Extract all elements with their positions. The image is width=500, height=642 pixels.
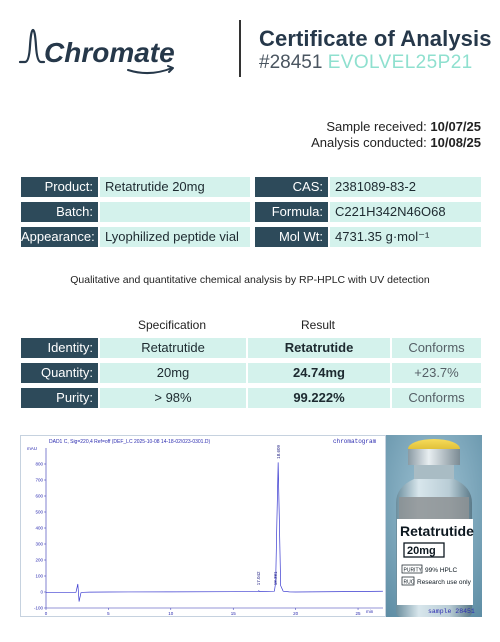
analysis-label: Purity: (21, 388, 98, 408)
molwt-value: 4731.35 g·mol⁻¹ (330, 227, 481, 247)
y-tick-label: 400 (35, 525, 43, 531)
batch-code: EVOLVEL25P21 (327, 52, 473, 73)
x-tick-label: 0 (44, 611, 48, 616)
appearance-label: Appearance: (21, 227, 98, 247)
product-label: Product: (21, 177, 98, 197)
cas-label: CAS: (255, 177, 328, 197)
y-tick-label: 800 (35, 461, 43, 467)
chromatogram-chart (21, 436, 387, 618)
formula-value: C221H342N46O68 (330, 202, 481, 222)
analysis-label: Identity: (21, 338, 98, 358)
certificate-title: Certificate of Analysis (259, 26, 492, 51)
received-label: Sample received: (326, 119, 427, 134)
x-tick-label: 5 (107, 611, 110, 616)
analysis-result: Retatrutide (248, 338, 390, 358)
batch-row (21, 202, 481, 222)
vial-purity-text: 99% HPLC (425, 567, 458, 574)
y-tick-label: 300 (35, 541, 43, 547)
analysis-status: Conforms (392, 388, 481, 408)
vial-purity-tag: PURITY (403, 567, 422, 574)
analysis-result: 99.222% (248, 388, 390, 408)
logo-wave-icon (20, 30, 44, 62)
analysis-spec: Retatrutide (100, 338, 246, 358)
specification-header: Specification (137, 318, 207, 332)
dates-block (311, 119, 481, 151)
cas-value: 2381089-83-2 (330, 177, 481, 197)
x-unit-label: min (366, 609, 374, 614)
chromate-logo (18, 24, 190, 76)
conducted-label: Analysis conducted: (311, 135, 427, 150)
analysis-row-quantity (21, 363, 481, 383)
y-tick-label: 0 (40, 589, 43, 595)
chromatogram-panel (20, 435, 386, 617)
analysis-spec: > 98% (100, 388, 246, 408)
y-tick-label: 500 (35, 509, 43, 515)
logo-swoosh-icon (128, 68, 172, 73)
result-header: Result (300, 318, 335, 332)
vial-illustration (386, 435, 482, 617)
x-tick-label: 25 (355, 611, 361, 616)
appearance-value: Lyophilized peptide vial (100, 227, 250, 247)
x-tick-label: 15 (230, 611, 236, 616)
logo-text: Chromate (44, 37, 175, 68)
received-value: 10/07/25 (430, 119, 481, 134)
y-tick-label: -100 (33, 605, 43, 611)
certificate-number: #28451 (259, 52, 323, 73)
y-tick-label: 700 (35, 477, 43, 483)
y-tick-label: 600 (35, 493, 43, 499)
peak-label: 17.042 (256, 571, 262, 586)
chromatogram-header: DAD1 C, Sig=220,4 Ref=off (DEF_LC 2025-10-08 14-18-02\023-0301.D) (49, 439, 211, 445)
vial-product-name: Retatrutide (400, 523, 474, 539)
vial-photo (386, 435, 482, 617)
chromatogram-corner-label: chromatogram (333, 438, 377, 445)
appearance-row (21, 227, 481, 247)
analysis-row-purity (21, 388, 481, 408)
analysis-status: +23.7% (392, 363, 481, 383)
y-unit-label: mAU (27, 446, 37, 451)
header-divider (239, 20, 241, 77)
peak-label: 18.609 (275, 445, 281, 459)
x-tick-label: 20 (293, 611, 299, 616)
batch-label: Batch: (21, 202, 98, 222)
formula-label: Formula: (255, 202, 328, 222)
vial-caption: sample 28451 (428, 608, 475, 615)
product-row (21, 177, 481, 197)
certificate-id (259, 52, 473, 74)
y-tick-label: 100 (35, 573, 43, 579)
analysis-subtitle: Qualitative and quantitative chemical analysis by RP-HPLC with UV detection (70, 274, 430, 286)
analysis-status: Conforms (392, 338, 481, 358)
analysis-label: Quantity: (21, 363, 98, 383)
analysis-row-identity (21, 338, 481, 358)
vial-ruo-text: Research use only (417, 579, 471, 586)
y-tick-label: 200 (35, 557, 43, 563)
x-tick-label: 10 (168, 611, 174, 616)
product-value: Retatrutide 20mg (100, 177, 250, 197)
batch-value (100, 202, 250, 222)
peak-label: 18.381 (272, 571, 278, 586)
molwt-label: Mol Wt: (255, 227, 328, 247)
vial-ruo-tag: RUO (403, 579, 415, 586)
analysis-result: 24.74mg (248, 363, 390, 383)
conducted-value: 10/08/25 (430, 135, 481, 150)
analysis-spec: 20mg (100, 363, 246, 383)
vial-dose: 20mg (407, 545, 436, 557)
chromatogram-trace (46, 462, 383, 601)
